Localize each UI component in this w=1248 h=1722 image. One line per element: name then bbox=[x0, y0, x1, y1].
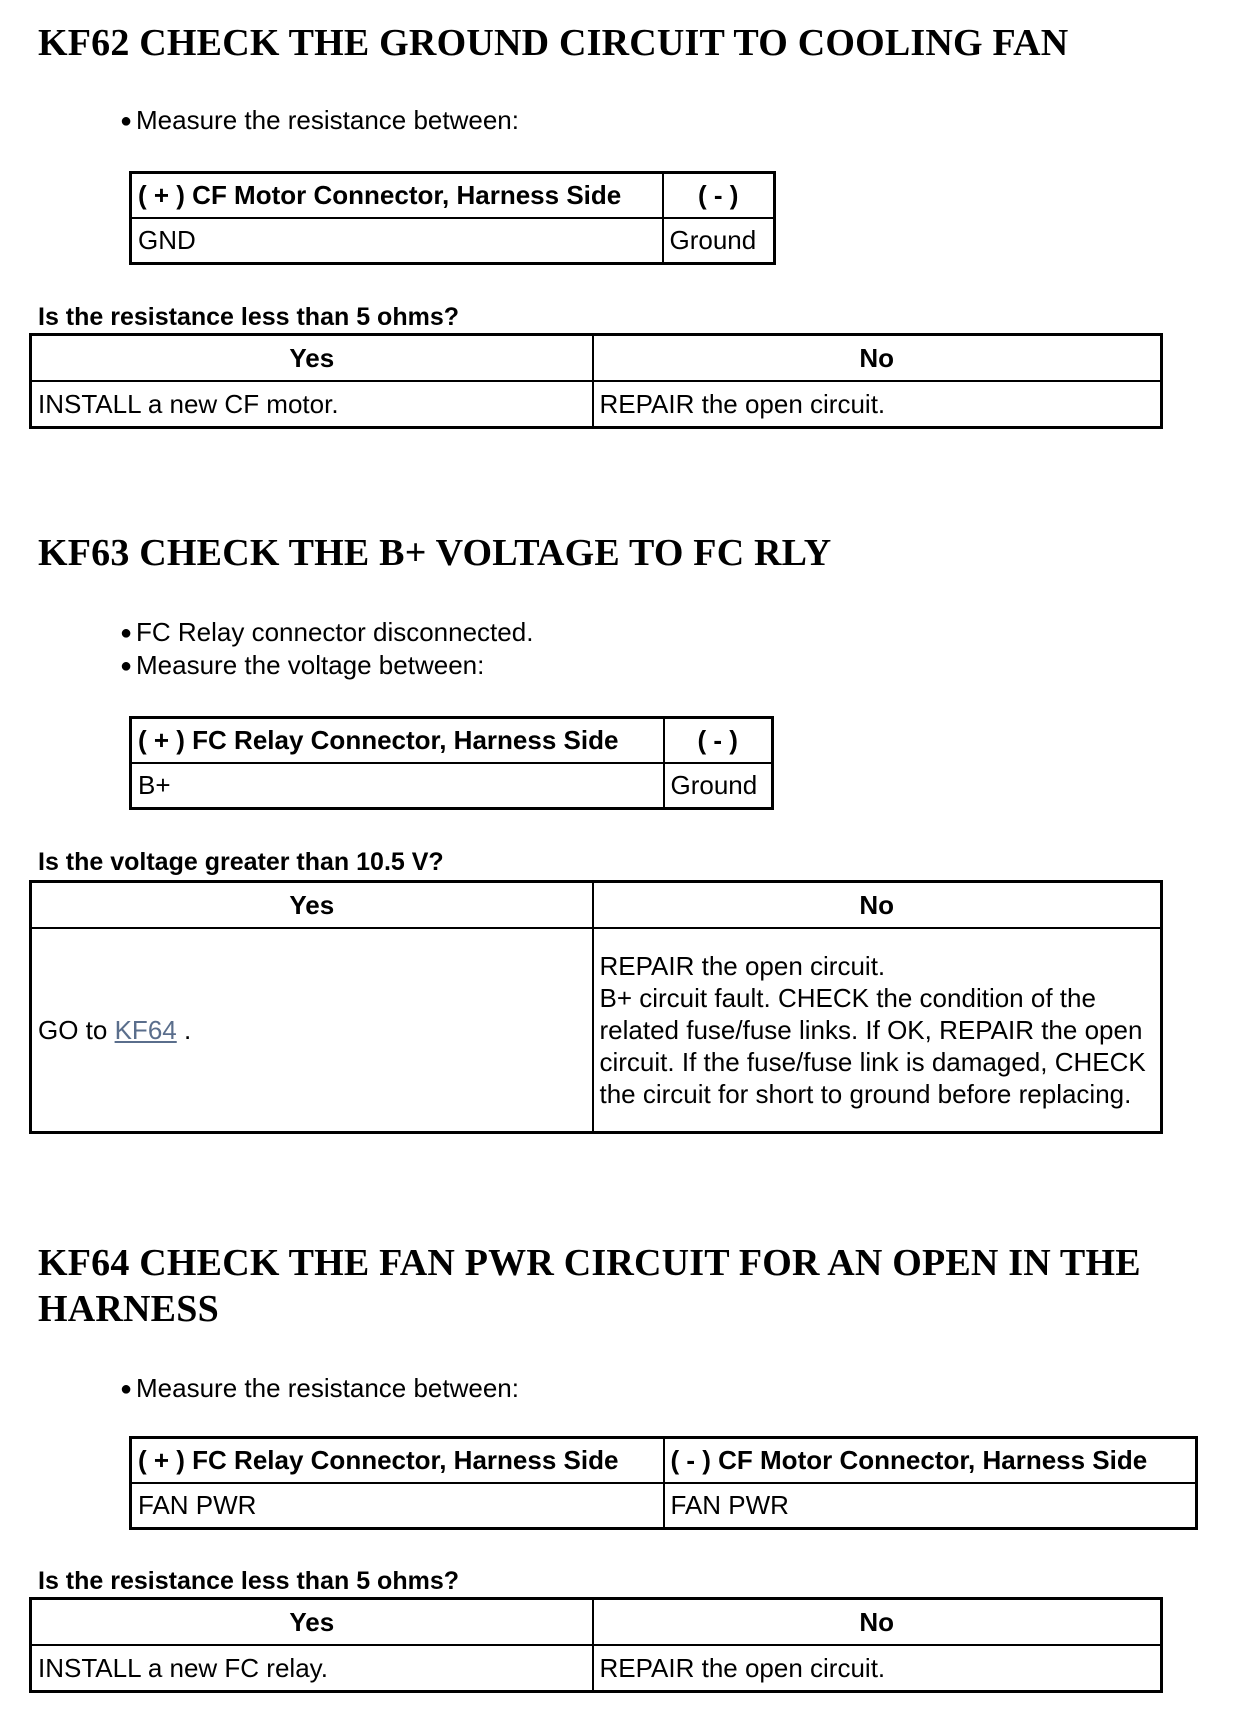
kf64-link[interactable]: KF64 bbox=[114, 1014, 177, 1045]
measure-header-positive: ( + ) FC Relay Connector, Harness Side bbox=[131, 718, 664, 764]
yes-header: Yes bbox=[31, 882, 593, 929]
yes-action: INSTALL a new CF motor. bbox=[31, 381, 593, 428]
kf62-question: Is the resistance less than 5 ohms? bbox=[38, 303, 459, 331]
yes-header: Yes bbox=[31, 1599, 593, 1646]
measure-header-negative: ( - ) bbox=[664, 718, 773, 764]
no-action: REPAIR the open circuit. bbox=[593, 381, 1162, 428]
yes-suffix: . bbox=[183, 1014, 192, 1045]
no-action: REPAIR the open circuit. bbox=[593, 1645, 1162, 1692]
kf63-bullet-1: ● FC Relay connector disconnected. bbox=[120, 616, 533, 650]
measure-cell-negative: FAN PWR bbox=[664, 1483, 1197, 1529]
kf63-bullet-2: ● Measure the voltage between: bbox=[120, 649, 484, 683]
kf64-question: Is the resistance less than 5 ohms? bbox=[38, 1567, 459, 1595]
measure-cell-negative: Ground bbox=[664, 763, 773, 809]
no-action-line-1: REPAIR the open circuit. bbox=[599, 951, 886, 981]
yes-action: INSTALL a new FC relay. bbox=[31, 1645, 593, 1692]
no-action bbox=[593, 928, 1162, 1133]
measure-cell-positive: GND bbox=[131, 218, 663, 264]
kf64-title: KF64 CHECK THE FAN PWR CIRCUIT FOR AN OPEN IN THE HARNESS bbox=[38, 1242, 1141, 1330]
yes-header: Yes bbox=[31, 335, 593, 382]
yes-action bbox=[31, 928, 593, 1133]
measure-header-positive: ( + ) CF Motor Connector, Harness Side bbox=[131, 173, 663, 219]
no-header: No bbox=[593, 335, 1162, 382]
kf62-measure-table bbox=[129, 171, 776, 265]
measure-cell-positive: FAN PWR bbox=[131, 1483, 664, 1529]
no-header: No bbox=[593, 882, 1162, 929]
kf64-answer-table bbox=[29, 1597, 1163, 1693]
kf63-measure-table bbox=[129, 716, 774, 810]
measure-cell-positive: B+ bbox=[131, 763, 664, 809]
bullet-dot-icon: ● bbox=[120, 622, 133, 644]
kf64-bullet: ● Measure the resistance between: bbox=[120, 1372, 519, 1406]
no-header: No bbox=[593, 1599, 1162, 1646]
kf62-bullet: ● Measure the resistance between: bbox=[120, 104, 519, 138]
kf62-answer-table bbox=[29, 333, 1163, 429]
yes-prefix: GO to bbox=[38, 1014, 108, 1045]
measure-header-negative: ( - ) CF Motor Connector, Harness Side bbox=[664, 1438, 1197, 1484]
kf64-measure-table bbox=[129, 1436, 1198, 1530]
bullet-dot-icon: ● bbox=[120, 655, 133, 677]
kf63-answer-table bbox=[29, 880, 1163, 1134]
bullet-dot-icon: ● bbox=[120, 1378, 133, 1400]
measure-cell-negative: Ground bbox=[663, 218, 775, 264]
measure-header-positive: ( + ) FC Relay Connector, Harness Side bbox=[131, 1438, 664, 1484]
bullet-dot-icon: ● bbox=[120, 110, 133, 132]
kf62-title: KF62 CHECK THE GROUND CIRCUIT TO COOLING FAN bbox=[38, 22, 1069, 64]
kf63-title: KF63 CHECK THE B+ VOLTAGE TO FC RLY bbox=[38, 532, 832, 574]
no-action-line-2: B+ circuit fault. CHECK the condition of the related fuse/fuse links. If OK, REPAIR the open circuit. If the fuse/fuse link is damaged, CHECK the circuit for short to ground before replacing. bbox=[599, 983, 1146, 1109]
kf63-question: Is the voltage greater than 10.5 V? bbox=[38, 848, 444, 876]
measure-header-negative: ( - ) bbox=[663, 173, 775, 219]
